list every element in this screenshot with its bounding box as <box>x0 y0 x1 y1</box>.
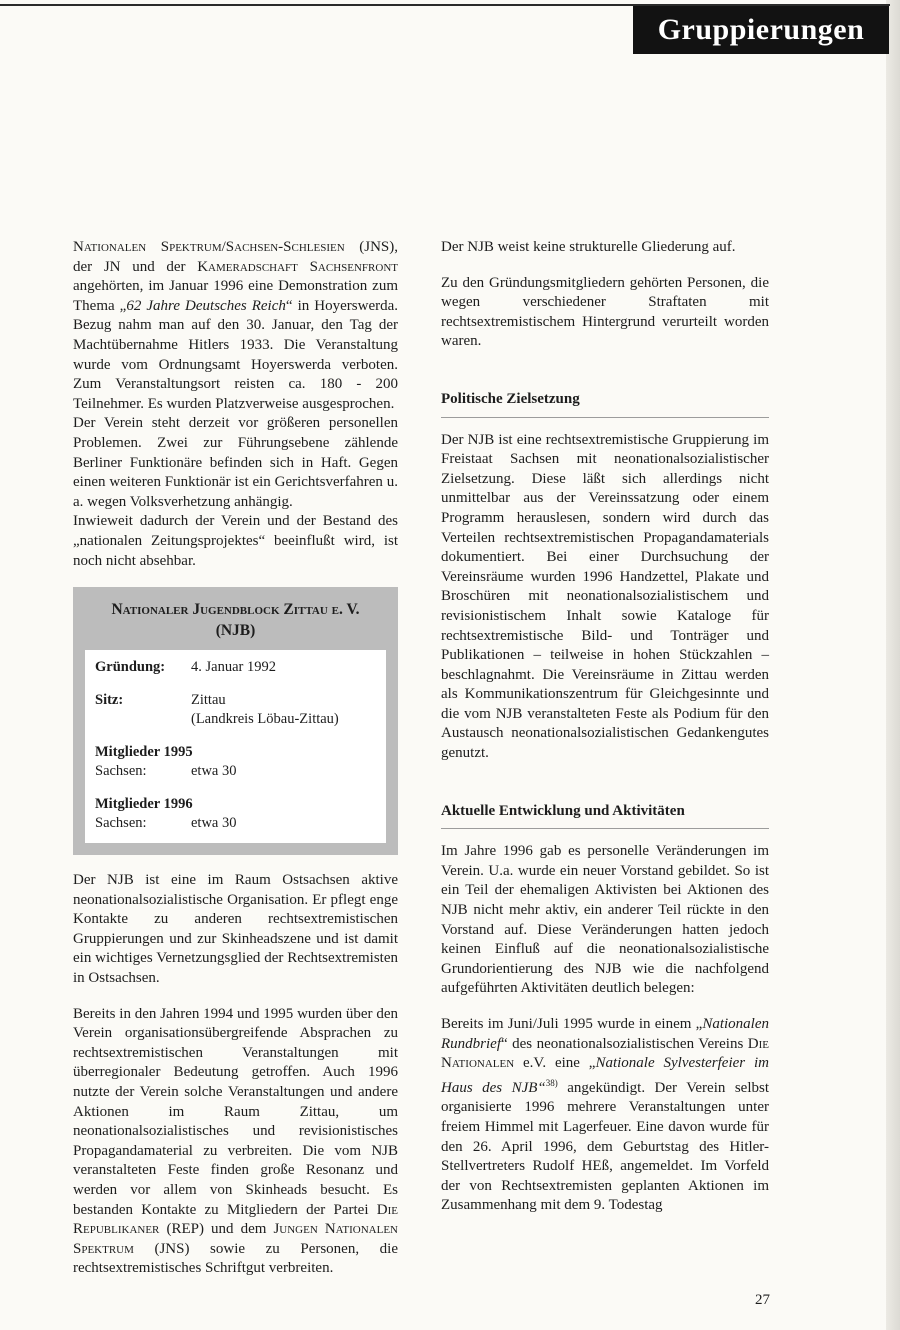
heading-aktuelle-entwicklung: Aktuelle Entwicklung und Aktivitäten <box>441 802 769 830</box>
mitglieder-1996-title: Mitglieder 1996 <box>95 796 193 813</box>
sitz-value <box>191 691 376 729</box>
right-paragraph-1: Der NJB weist keine strukturelle Gliederung auf. <box>441 239 736 255</box>
infobox-row-sitz <box>95 691 376 729</box>
sitz-value-city: Zittau <box>191 692 226 709</box>
left-paragraph-2: Der Verein steht derzeit vor größeren personellen Problemen. Zwei zur Führungsebene zählende Berliner Funktionäre befinden sich in Haft. Gegen einen weiteren Funktionär ist ein Gerichtsverfahren u. a. wegen Volksverhetzung anhängig. <box>73 415 398 510</box>
text-run: Bereits im Juni/Juli 1995 wurde in einem „ <box>441 1016 703 1032</box>
text-run: Die Nationalen <box>441 1035 769 1072</box>
text-run: 62 Jahre Deutsches Reich <box>126 297 286 314</box>
page-number: 27 <box>755 1292 770 1308</box>
infobox-title-name: Nationaler Jugendblock Zittau e. V. <box>111 601 360 619</box>
mitglieder-1996-value: etwa 30 <box>191 815 237 832</box>
infobox-row-gruendung <box>95 658 376 677</box>
right-paragraph-5 <box>441 1015 769 1216</box>
text-run: e.V. eine „ <box>514 1055 596 1072</box>
text-run: Nationale Sylvesterfeier im Haus des NJB <box>441 1055 769 1096</box>
text-run: (JNS), der JN und der <box>73 239 398 275</box>
text-run: (JNS) sowie zu Personen, die rechtsextremistisches Schriftgut verbreiten. <box>73 1240 398 1277</box>
text-run: 38) <box>545 1077 558 1088</box>
page-edge-shadow <box>886 0 900 1330</box>
section-title: Gruppierungen <box>657 13 865 46</box>
text-run: Bereits in den Jahren 1994 und 1995 wurden über den Verein organisationsübergreifende Absprachen zu rechtsextremistischen Veranstaltungen mit überregionaler Bedeutung getroffen. Auch 1996 nutzte der Verein solche Veranstaltungen und andere Aktionen im Raum Zittau, um neonationalsozialistisches und revisionistisches Propagandamaterial zu verbreiten. Die vom NJB veranstalteten Feste finden große Resonanz und werden vor allem von Skinheads besucht. Es bestanden Kontakte zu Mitgliedern der Partei <box>73 1005 398 1218</box>
infobox-title <box>85 599 386 641</box>
text-run: “ <box>537 1079 546 1096</box>
section-header-tab <box>633 6 889 54</box>
gruendung-value: 4. Januar 1992 <box>191 659 276 676</box>
text-run: Nationalen Spektrum/Sachsen-Schlesien <box>73 239 345 255</box>
text-run: Die Republikaner <box>73 1201 398 1238</box>
text-run: “ in Hoyerswerda. Bezug nahm man auf den 30. Januar, den Tag der Machtübernahme Hitlers 1933. Die Veranstaltung wurde vom Ordnungsamt Hoyerswerda verboten. Zum Veranstaltungsort reisten ca. 180 - 200 Teilnehmer. Es wurden Platzverweise ausgesprochen. <box>73 297 398 412</box>
text-run: angehörten, im Januar 1996 eine Demonstration zum Thema „ <box>73 278 398 314</box>
text-run: “ des neonationalsozialistischen Vereins <box>501 1035 748 1052</box>
infobox-content <box>85 650 386 843</box>
mitglieder-1995-label: Sachsen: <box>95 763 147 780</box>
text-run: angekündigt. Der Verein selbst organisierte 1996 mehrere Veranstaltungen unter freiem Himmel mit Lagerfeuer. Eine davon wurde für den 26. April 1996, dem Geburtstag des Hitler-Stellvertreters Rudolf HEß, angemeldet. Im Vorfeld der von Rechtsextremisten geplanten Aktionen im Zusammenhang mit dem 9. Todestag <box>441 1079 769 1214</box>
left-paragraph-3: Inwieweit dadurch der Verein und der Bestand des „nationalen Zeitungsprojektes“ beeinflußt wird, ist noch nicht absehbar. <box>73 513 398 569</box>
right-paragraph-4: Im Jahre 1996 gab es personelle Veränderungen im Verein. U.a. wurde ein neuer Vorstand gebildet. So ist ein Teil der ehemaligen Aktivisten bei Aktionen des NJB nicht mehr aktiv, ein anderer Teil rückte in den Vorstand auf. Diese Veränderungen hatten jedoch keinen Einfluß auf die neonationalsozialistische Grundorientierung des NJB wie die nachfolgend aufgeführten Aktivitäten deutlich belegen: <box>441 843 769 997</box>
mitglieder-1995-value: etwa 30 <box>191 763 237 780</box>
text-run: Nationalen Rundbrief <box>441 1016 769 1052</box>
text-run: (REP) und dem <box>159 1221 274 1238</box>
mitglieder-1995-title: Mitglieder 1995 <box>95 744 193 761</box>
left-paragraph-1 <box>73 238 398 414</box>
text-run: Jungen Nationalen Spektrum <box>73 1221 398 1257</box>
infobox-title-abbr: (NJB) <box>215 622 256 640</box>
left-column <box>73 238 398 1279</box>
right-paragraph-3: Der NJB ist eine rechtsextremistische Gruppierung im Freistaat Sachsen mit neonationalsozialistischer Zielsetzung. Diese läßt sich allerdings nicht unmittelbar aus der Vereinssatzung oder einem Programm herauslesen, sondern wird durch das Verteilen rechtsextremistischen Propagandamaterials dokumentiert. Bei einer Durchsuchung der Vereinsräume wurden 1996 Handzettel, Plakate und Broschüren mit neonationalsozialistischem und revisionistischem Inhalt sowie Kataloge für rechtsextremistische Bild- und Tonträger und Publikationen – teilweise in hohen Stückzahlen – beschlagnahmt. Die Vereinsräume in Zittau werden als Kommunikationszentrum für Gleichgesinnte und die vom NJB veranstalteten Feste als Podium für den Austausch neonationalsozialistischen Gedankengutes genutzt. <box>441 431 769 762</box>
heading-politische-zielsetzung: Politische Zielsetzung <box>441 390 769 418</box>
text-run: Kameradschaft Sachsenfront <box>197 258 398 275</box>
infobox-row-mitglieder-1996 <box>95 814 376 833</box>
sitz-value-district: (Landkreis Löbau-Zittau) <box>191 711 339 728</box>
gruendung-label: Gründung: <box>95 659 166 676</box>
left-paragraph-5 <box>73 1005 398 1279</box>
mitglieder-1996-label: Sachsen: <box>95 815 147 832</box>
left-paragraph-4: Der NJB ist eine im Raum Ostsachsen aktive neonationalsozialistische Organisation. Er pflegt enge Kontakte zu anderen rechtsextremistischen Gruppierungen und zur Skinheadszene und ist damit ein wichtiges Vernetzungsglied der Rechtsextremisten in Ostsachsen. <box>73 872 398 987</box>
right-column <box>441 238 769 1216</box>
right-paragraph-2: Zu den Gründungsmitgliedern gehörten Personen, die wegen verschiedener Straftaten mit rechtsextremistischem Hintergrund verurteilt worden waren. <box>441 274 769 350</box>
organization-infobox <box>73 587 398 855</box>
sitz-label: Sitz: <box>95 692 124 709</box>
infobox-row-mitglieder-1995 <box>95 762 376 781</box>
